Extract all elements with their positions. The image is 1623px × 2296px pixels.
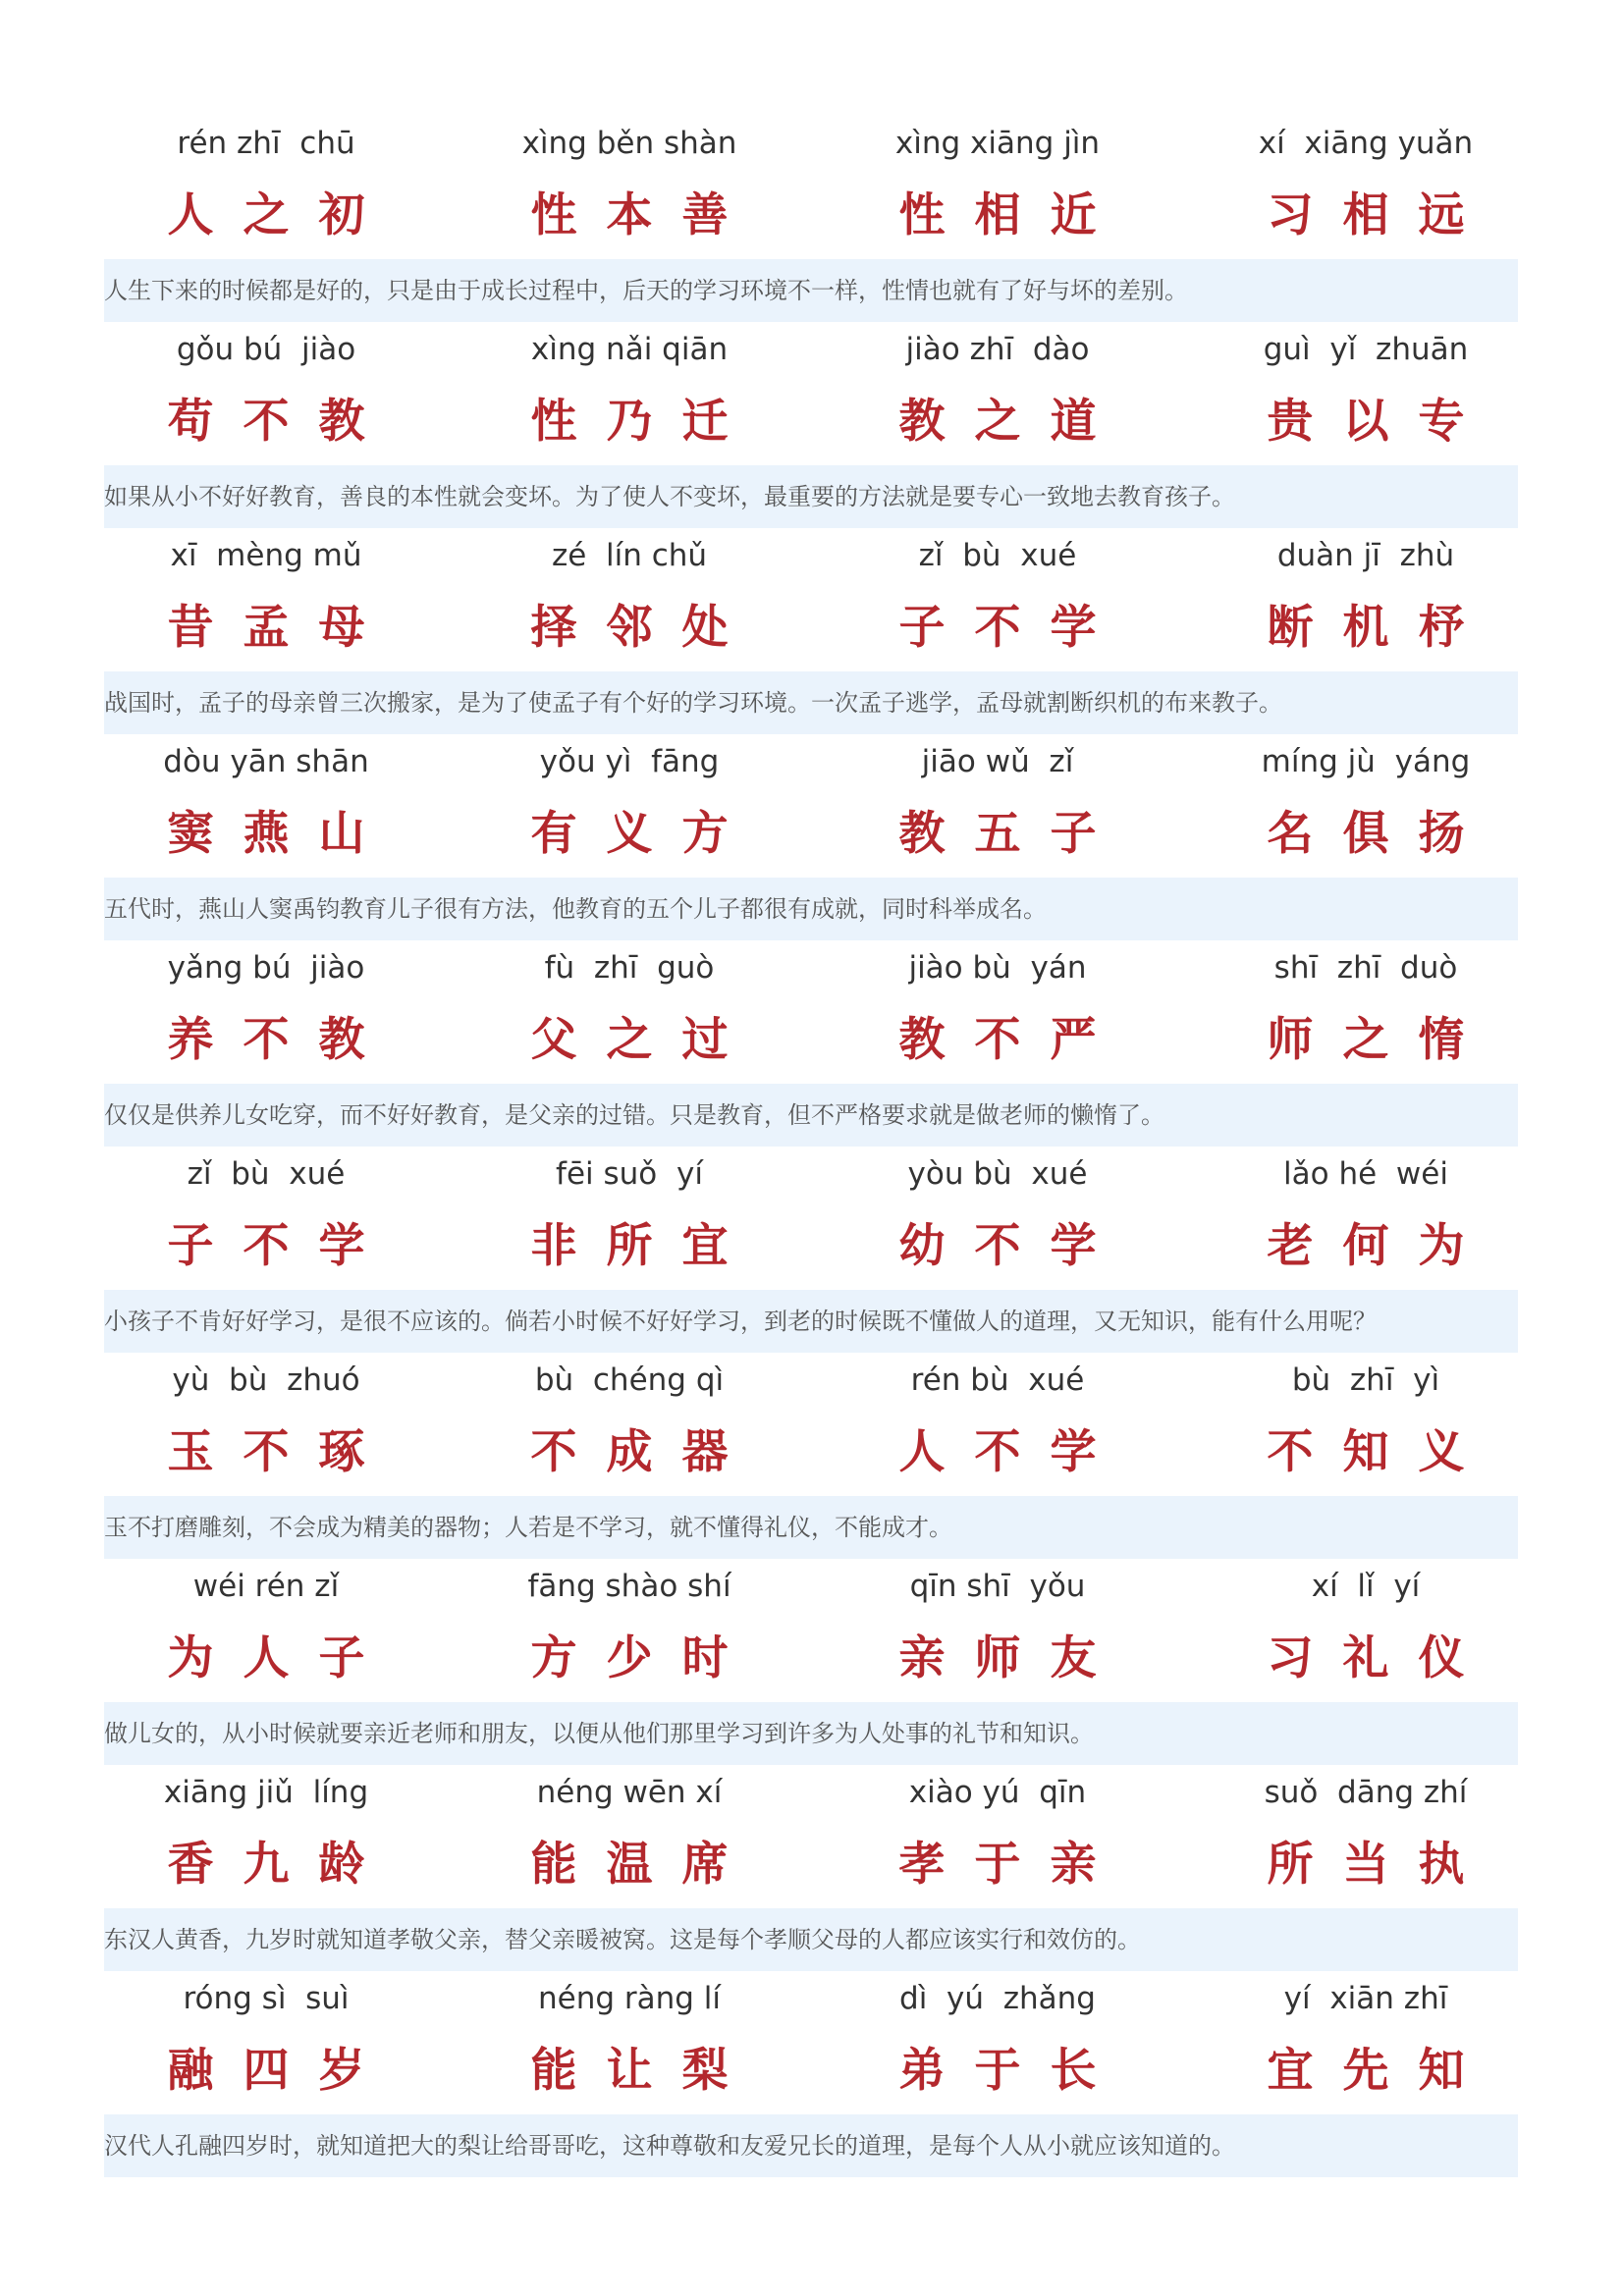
- pinyin-text: yǎng bú jiào: [167, 950, 365, 986]
- pinyin-text: qīn shī yǒu: [909, 1569, 1086, 1604]
- pinyin-text: fāng shào shí: [527, 1569, 731, 1604]
- stanza: [104, 322, 1518, 528]
- meaning-text: 战国时，孟子的母亲曾三次搬家，是为了使孟子有个好的学习环境。一次孟子逃学，孟母就割断织机的布来教子。: [104, 671, 1518, 734]
- pinyin-text: gǒu bú jiào: [176, 332, 356, 367]
- verse-row: [104, 1971, 1518, 2114]
- pinyin-text: yù bù zhuó: [172, 1362, 360, 1398]
- hanzi-text: 所当执: [1267, 1838, 1494, 1892]
- pinyin-text: yí xiān zhī: [1283, 1981, 1448, 2016]
- hanzi-text: 贵以专: [1267, 395, 1494, 449]
- hanzi-text: 师之惰: [1267, 1013, 1494, 1067]
- hanzi-text: 习礼仪: [1267, 1631, 1494, 1685]
- verse-row: [104, 1765, 1518, 1908]
- stanza: [104, 1147, 1518, 1353]
- hanzi-text: 教五子: [898, 807, 1126, 861]
- stanza: [104, 940, 1518, 1147]
- hanzi-text: 弟于长: [898, 2044, 1126, 2098]
- pinyin-text: lǎo hé wéi: [1283, 1156, 1448, 1192]
- verse-row: [104, 1353, 1518, 1496]
- hanzi-text: 养不教: [167, 1013, 395, 1067]
- pinyin-text: rén zhī chū: [177, 126, 355, 161]
- hanzi-text: 习相远: [1267, 188, 1494, 242]
- hanzi-text: 窦燕山: [167, 807, 395, 861]
- hanzi-text: 为人子: [167, 1631, 395, 1685]
- hanzi-text: 性本善: [530, 188, 758, 242]
- meaning-text: 做儿女的，从小时候就要亲近老师和朋友，以便从他们那里学习到许多为人处事的礼节和知识。: [104, 1702, 1518, 1765]
- hanzi-text: 性相近: [898, 188, 1126, 242]
- meaning-text: 人生下来的时候都是好的，只是由于成长过程中，后天的学习环境不一样，性情也就有了好与坏的差别。: [104, 259, 1518, 322]
- meaning-text: 玉不打磨雕刻，不会成为精美的器物；人若是不学习，就不懂得礼仪，不能成才。: [104, 1496, 1518, 1559]
- pinyin-text: xiāng jiǔ líng: [163, 1775, 369, 1810]
- meaning-text: 五代时，燕山人窦禹钧教育儿子很有方法，他教育的五个儿子都很有成就，同时科举成名。: [104, 878, 1518, 940]
- hanzi-text: 择邻处: [530, 601, 758, 655]
- verse-row: [104, 1147, 1518, 1290]
- hanzi-text: 宜先知: [1267, 2044, 1494, 2098]
- stanza: [104, 1765, 1518, 1971]
- pinyin-text: shī zhī duò: [1273, 950, 1458, 986]
- stanza: [104, 116, 1518, 322]
- stanza: [104, 1559, 1518, 1765]
- hanzi-text: 亲师友: [898, 1631, 1126, 1685]
- meaning-text: 汉代人孔融四岁时，就知道把大的梨让给哥哥吃，这种尊敬和友爱兄长的道理，是每个人从小就应该知道的。: [104, 2114, 1518, 2177]
- meaning-text: 仅仅是供养儿女吃穿，而不好好教育，是父亲的过错。只是教育，但不严格要求就是做老师的懒惰了。: [104, 1084, 1518, 1147]
- pinyin-text: rén bù xué: [910, 1362, 1085, 1398]
- meaning-text: 东汉人黄香，九岁时就知道孝敬父亲，替父亲暖被窝。这是每个孝顺父母的人都应该实行和效仿的。: [104, 1908, 1518, 1971]
- hanzi-text: 断机杼: [1267, 601, 1494, 655]
- pinyin-text: jiào bù yán: [908, 950, 1087, 986]
- hanzi-text: 幼不学: [898, 1219, 1126, 1273]
- hanzi-text: 玉不琢: [167, 1425, 395, 1479]
- hanzi-text: 父之过: [530, 1013, 758, 1067]
- hanzi-text: 方少时: [530, 1631, 758, 1685]
- pinyin-text: xí lǐ yí: [1311, 1569, 1421, 1604]
- stanza: [104, 1971, 1518, 2177]
- pinyin-text: jiāo wǔ zǐ: [921, 744, 1074, 779]
- pinyin-text: fù zhī guò: [544, 950, 715, 986]
- hanzi-text: 人之初: [167, 188, 395, 242]
- pinyin-text: xìng běn shàn: [521, 126, 737, 161]
- hanzi-text: 不知义: [1267, 1425, 1494, 1479]
- pinyin-text: zǐ bù xué: [187, 1156, 346, 1192]
- meaning-text: 小孩子不肯好好学习，是很不应该的。倘若小时候不好好学习，到老的时候既不懂做人的道理，又无知识，能有什么用呢？: [104, 1290, 1518, 1353]
- pinyin-text: jiào zhī dào: [905, 332, 1090, 367]
- pinyin-text: dì yú zhǎng: [899, 1981, 1096, 2016]
- pinyin-text: fēi suǒ yí: [556, 1156, 703, 1192]
- hanzi-text: 教之道: [898, 395, 1126, 449]
- pinyin-text: xìng xiāng jìn: [894, 126, 1101, 161]
- verse-row: [104, 940, 1518, 1084]
- document-body: [104, 116, 1518, 2177]
- hanzi-text: 名俱扬: [1267, 807, 1494, 861]
- pinyin-text: guì yǐ zhuān: [1263, 332, 1469, 367]
- hanzi-text: 老何为: [1267, 1219, 1494, 1273]
- pinyin-text: míng jù yáng: [1261, 744, 1471, 779]
- stanza: [104, 1353, 1518, 1559]
- pinyin-text: xiào yú qīn: [908, 1775, 1087, 1810]
- pinyin-text: bù zhī yì: [1291, 1362, 1440, 1398]
- hanzi-text: 苟不教: [167, 395, 395, 449]
- hanzi-text: 能温席: [530, 1838, 758, 1892]
- hanzi-text: 不成器: [530, 1425, 758, 1479]
- pinyin-text: dòu yān shān: [163, 744, 369, 779]
- hanzi-text: 子不学: [898, 601, 1126, 655]
- verse-row: [104, 734, 1518, 878]
- pinyin-text: zǐ bù xué: [918, 538, 1077, 573]
- stanza: [104, 734, 1518, 940]
- hanzi-text: 孝于亲: [898, 1838, 1126, 1892]
- pinyin-text: zé lín chǔ: [551, 538, 708, 573]
- pinyin-text: xī mèng mǔ: [170, 538, 362, 573]
- pinyin-text: yòu bù xué: [907, 1156, 1088, 1192]
- hanzi-text: 教不严: [898, 1013, 1126, 1067]
- pinyin-text: néng wēn xí: [536, 1775, 723, 1810]
- pinyin-text: bù chéng qì: [534, 1362, 725, 1398]
- verse-row: [104, 322, 1518, 465]
- pinyin-text: xí xiāng yuǎn: [1258, 126, 1474, 161]
- hanzi-text: 非所宜: [530, 1219, 758, 1273]
- hanzi-text: 香九龄: [167, 1838, 395, 1892]
- verse-row: [104, 116, 1518, 259]
- hanzi-text: 子不学: [167, 1219, 395, 1273]
- hanzi-text: 有义方: [530, 807, 758, 861]
- pinyin-text: yǒu yì fāng: [539, 744, 720, 779]
- hanzi-text: 性乃迁: [530, 395, 758, 449]
- hanzi-text: 昔孟母: [167, 601, 395, 655]
- pinyin-text: wéi rén zǐ: [192, 1569, 340, 1604]
- hanzi-text: 人不学: [898, 1425, 1126, 1479]
- verse-row: [104, 528, 1518, 671]
- pinyin-text: xìng nǎi qiān: [530, 332, 729, 367]
- hanzi-text: 融四岁: [167, 2044, 395, 2098]
- verse-row: [104, 1559, 1518, 1702]
- hanzi-text: 能让梨: [530, 2044, 758, 2098]
- pinyin-text: duàn jī zhù: [1276, 538, 1455, 573]
- pinyin-text: néng ràng lí: [537, 1981, 722, 2016]
- pinyin-text: róng sì suì: [183, 1981, 350, 2016]
- meaning-text: 如果从小不好好教育，善良的本性就会变坏。为了使人不变坏，最重要的方法就是要专心一致地去教育孩子。: [104, 465, 1518, 528]
- pinyin-text: suǒ dāng zhí: [1264, 1775, 1468, 1810]
- stanza: [104, 528, 1518, 734]
